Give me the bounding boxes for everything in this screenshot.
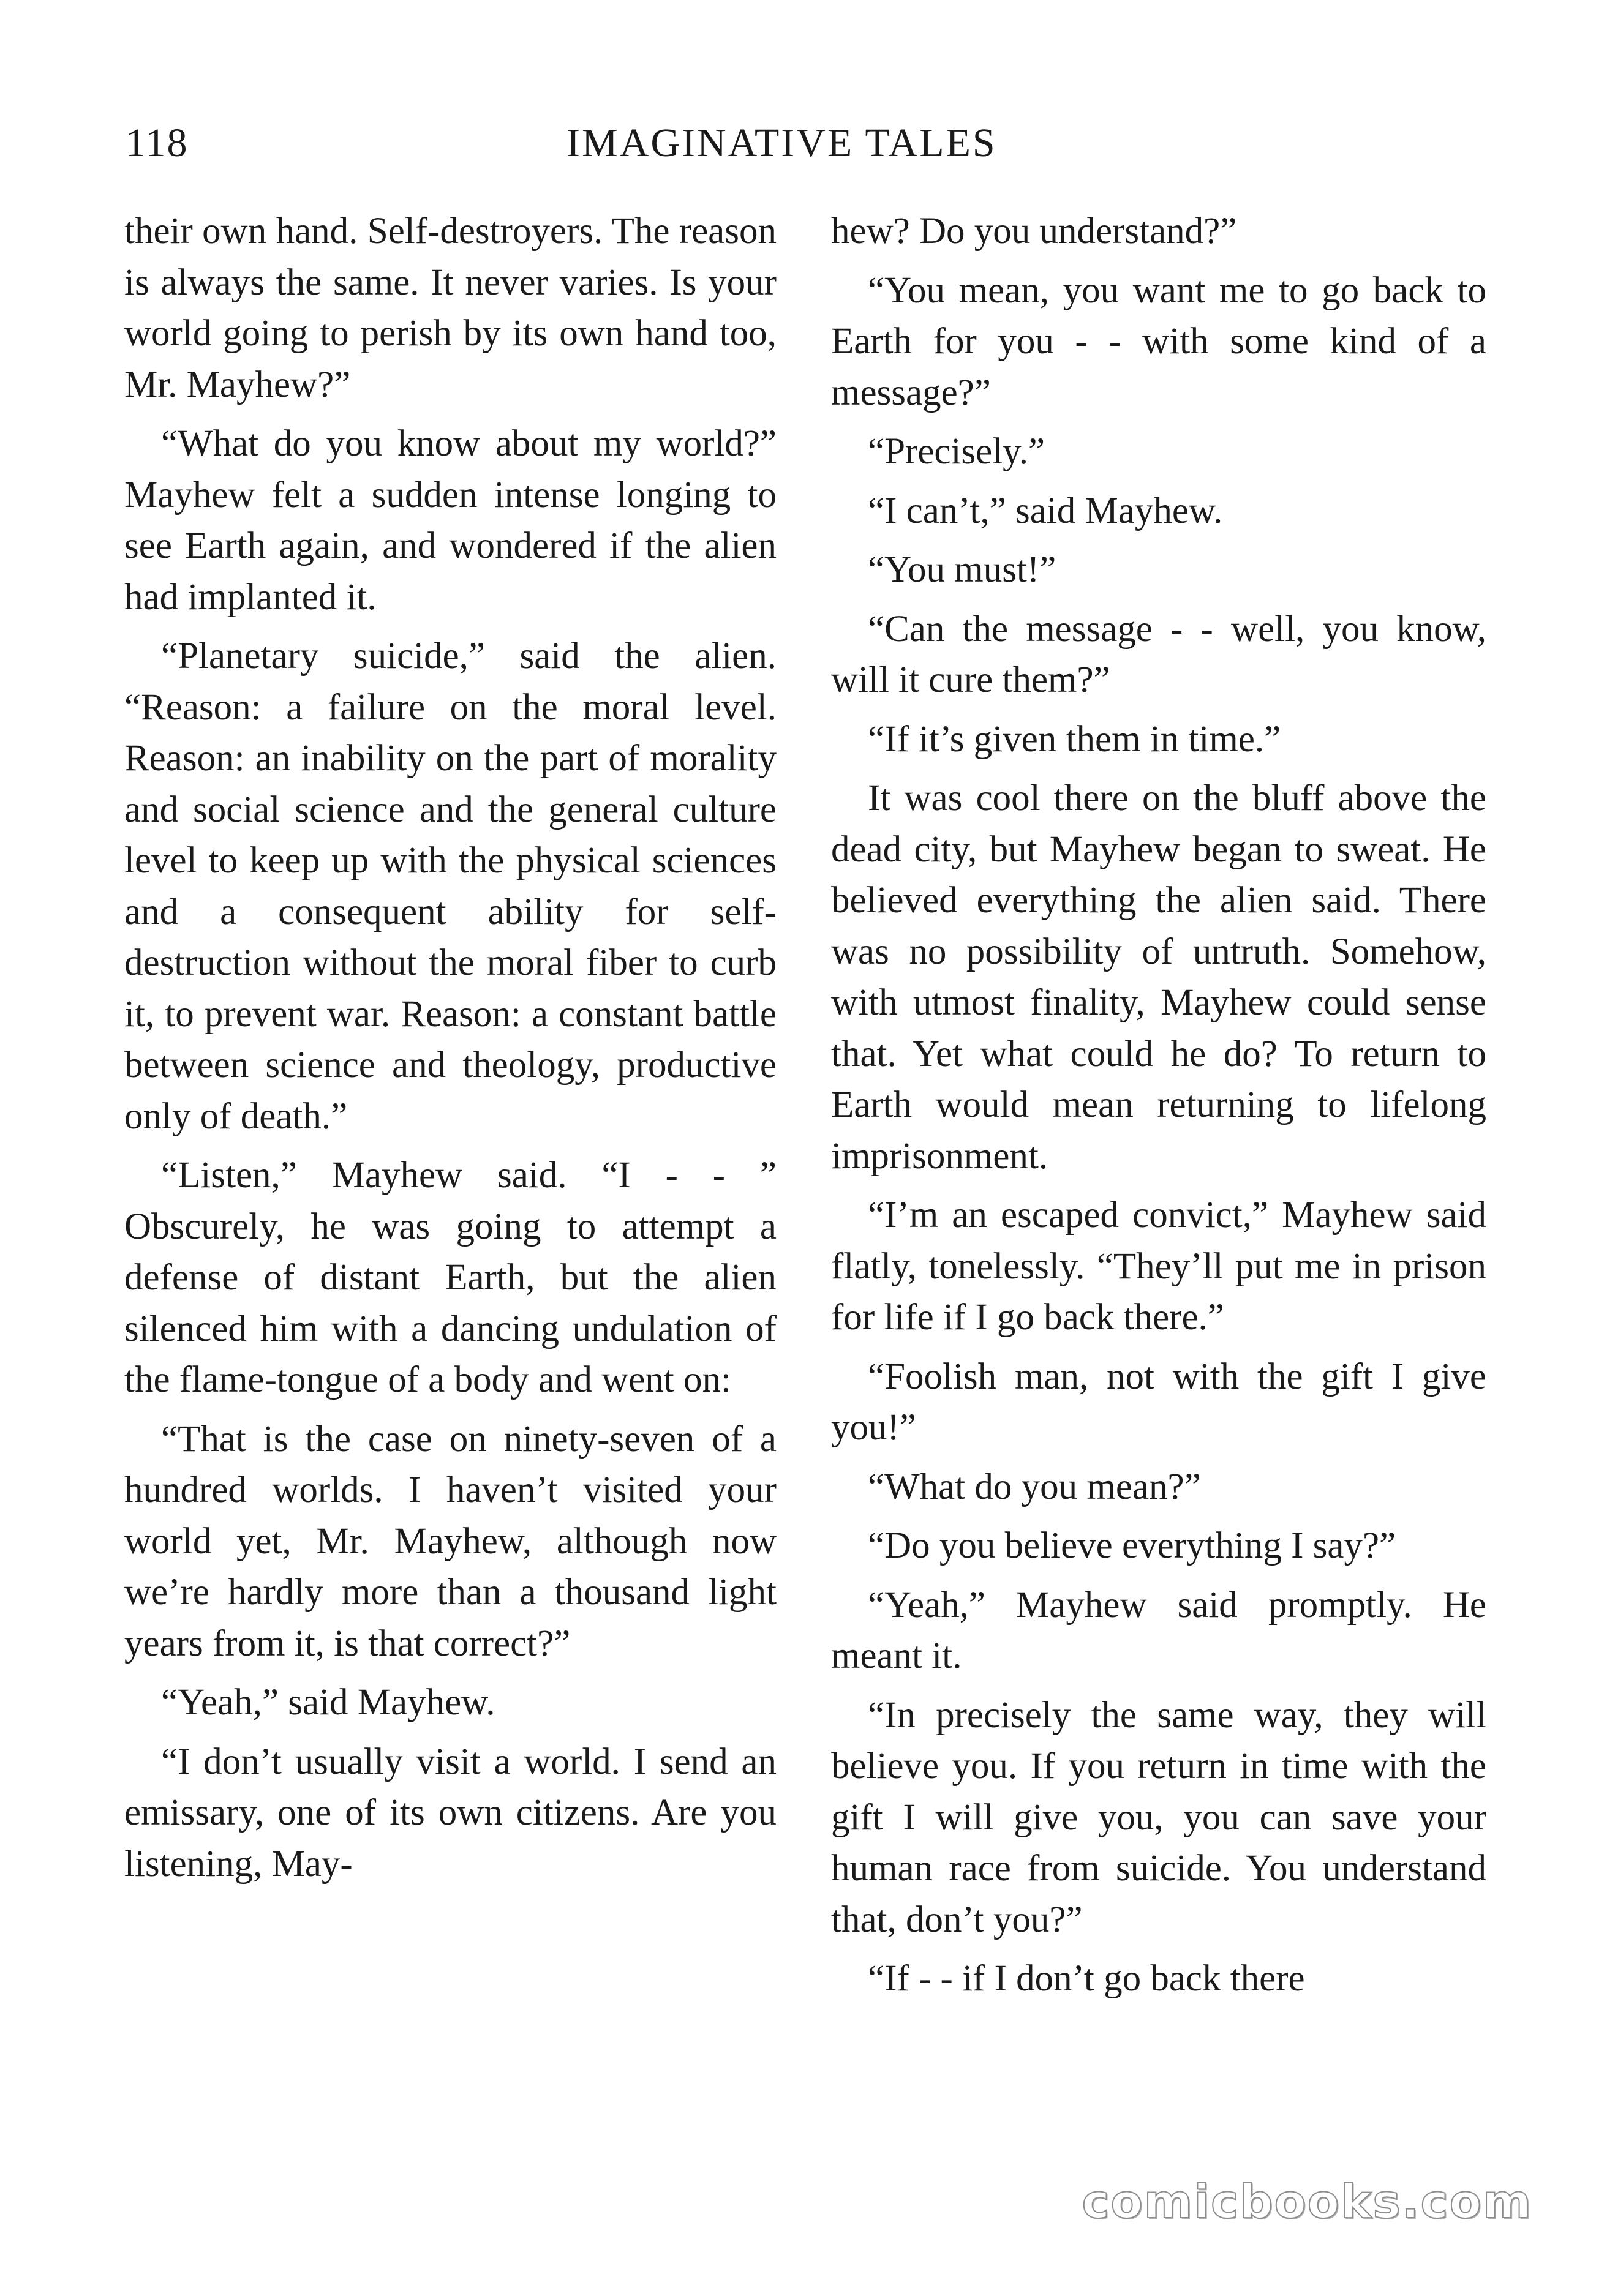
paragraph: “I’m an escaped convict,” Mayhew said flatly, tonelessly. “They’ll put me in prison for life if I go back there.” (831, 1195, 1486, 1338)
paragraph: “Yeah,” said Mayhew. (161, 1682, 495, 1723)
left-column (124, 206, 777, 1897)
paragraph: “Planetary suicide,” said the alien. “Reason: a failure on the moral level. Reason: an inability on the part of morality and social science and the general culture level to keep up with the physical sciences and a consequent ability for self-destruction without the moral fiber to curb it, to prevent war. Reason: a constant battle between science and theology, productive only of death.” (124, 636, 777, 1137)
paragraph: hew? Do you understand?” (831, 211, 1237, 252)
running-head: IMAGINATIVE TALES (566, 121, 997, 165)
watermark: comicbooks.com (1082, 2174, 1532, 2229)
paragraph: “If - - if I don’t go back there (868, 1958, 1305, 1999)
paragraph: “That is the case on ninety-seven of a hundred worlds. I haven’t visited your world yet, Mr. Mayhew, although now we’re hardly more than a thousand light years from it, is that correct?” (124, 1418, 777, 1664)
paragraph: “What do you mean?” (868, 1466, 1201, 1507)
paragraph: “Can the message - - well, you know, will it cure them?” (831, 608, 1486, 700)
paragraph: “Foolish man, not with the gift I give you!” (831, 1356, 1486, 1448)
right-column (831, 206, 1486, 2013)
paragraph: “I don’t usually visit a world. I send an emissary, one of its own citizens. Are you listening, May- (124, 1741, 777, 1885)
paragraph: “In precisely the same way, they will believe you. If you return in time with the gift I will give you, you can save your human race from suicide. You understand that, don’t you?” (831, 1694, 1486, 1940)
page-number: 118 (126, 121, 189, 165)
paragraph: It was cool there on the bluff above the dead city, but Mayhew began to sweat. He believed everything the alien said. There was no possibility of untruth. Somehow, with utmost finality, Mayhew could sense that. Yet what could he do? To return to Earth would mean returning to lifelong imprisonment. (831, 778, 1486, 1177)
page-header (126, 120, 1485, 175)
paragraph: “I can’t,” said Mayhew. (868, 490, 1223, 531)
paragraph: “You must!” (868, 549, 1056, 590)
paragraph: “Yeah,” Mayhew said promptly. He meant it. (831, 1584, 1486, 1676)
paragraph: “You mean, you want me to go back to Earth for you - - with some kind of a message?” (831, 269, 1486, 413)
paragraph: “Do you believe everything I say?” (868, 1525, 1396, 1566)
paragraph: “Listen,” Mayhew said. “I - - ” Obscurely, he was going to attempt a defense of distant Earth, but the alien silenced him with a dancing undulation of the flame-tongue of a body and went on: (124, 1155, 777, 1400)
paragraph: their own hand. Self-destroyers. The reason is always the same. It never varies. Is your world going to perish by its own hand too, Mr. Mayhew?” (124, 211, 777, 405)
paragraph: “Precisely.” (868, 431, 1045, 472)
paragraph: “What do you know about my world?” Mayhew felt a sudden intense longing to see Earth again, and wondered if the alien had implanted it. (124, 423, 777, 618)
paragraph: “If it’s given them in time.” (868, 718, 1281, 760)
